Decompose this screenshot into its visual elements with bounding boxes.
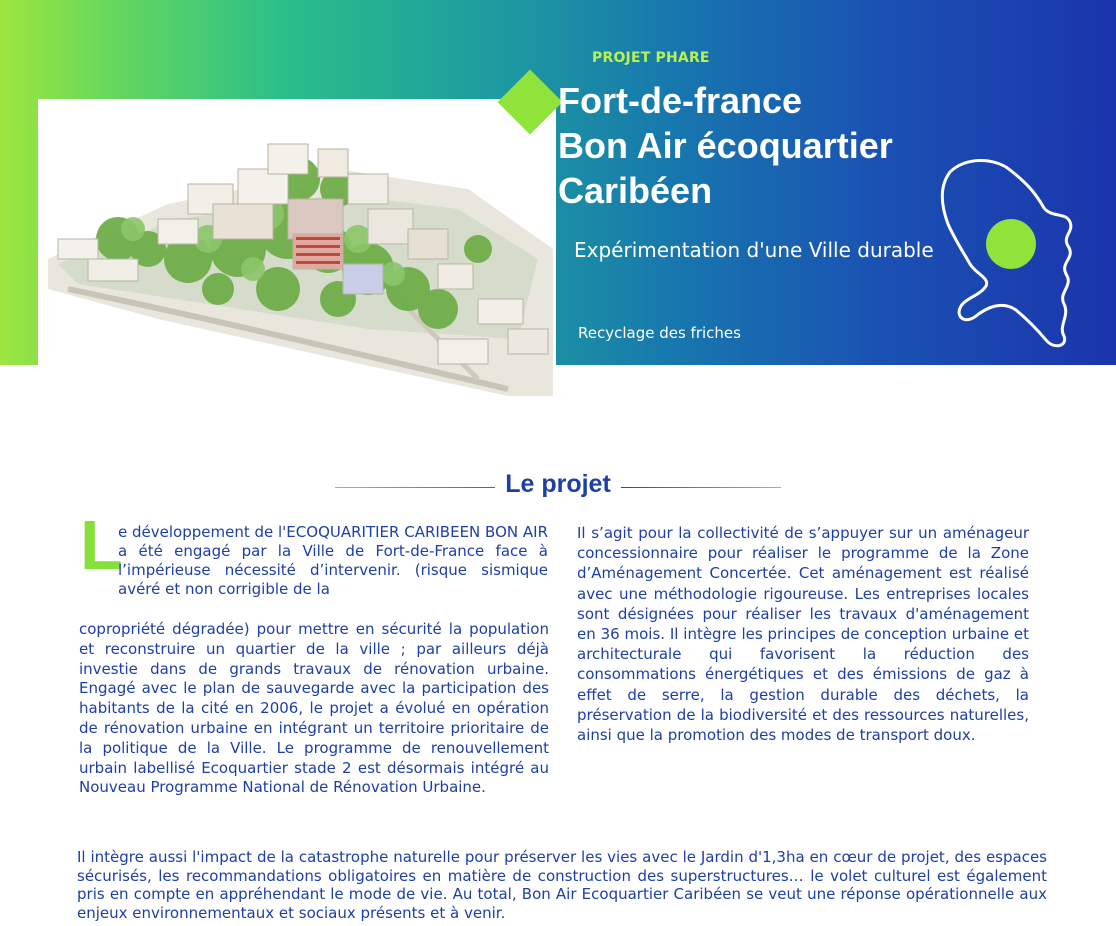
left-column-paragraph: copropriété dégradée) pour mettre en sécurité la population et reconstruire un quartier de la ville ; par ailleurs déjà investie dans de grands travaux de rénovation urbaine. Engagé avec le plan de sauvegarde avec la participation des habitants de la cité en 2006, le projet a évolué en opération de rénovation urbaine en intégrant un territoire prioritaire de la politique de la Ville. Le programme de renouvellement urbain labellisé Ecoquartier stade 2 est désormais intégré au Nouveau Programme National de Rénovation Urbaine. <box>79 620 549 797</box>
heading-rule-right <box>621 487 781 488</box>
section-heading-block <box>335 470 781 504</box>
page-title <box>558 78 978 213</box>
closing-paragraph: Il intègre aussi l'impact de la catastrophe naturelle pour préserver les vies avec le Jardin d'1,3ha en cœur de projet, des espaces sécurisés, les recommandations obligatoires en matière de construction des superstructures… le volet culturel est également pris en compte en appréhendant le mode de vie. Au total, Bon Air Ecoquartier Caribéen se veut une réponse opérationnelle aux enjeux environnementaux et sociaux présents et à venir. <box>77 848 1047 922</box>
page-subtitle: Expérimentation d'une Ville durable <box>574 238 934 262</box>
drop-cap: L <box>80 506 123 584</box>
title-line: Fort-de-france <box>558 80 803 121</box>
title-line: Caribéen <box>558 170 713 211</box>
title-line: Bon Air écoquartier <box>558 125 893 166</box>
location-dot-icon <box>986 219 1036 269</box>
martinique-map-icon <box>936 150 1086 355</box>
project-rendering-image <box>38 99 556 396</box>
eyebrow-label: PROJET PHARE <box>592 50 710 66</box>
theme-tag: Recyclage des friches <box>578 324 741 342</box>
right-column-paragraph: Il s’agit pour la collectivité de s’appuyer sur un aménageur concessionnaire pour réaliser le programme de la Zone d’Aménagement Concertée. Cet aménagement est réalisé avec une méthodologie rigoureuse. Les entreprises locales sont désignées pour réaliser les travaux d'aménagement en 36 mois. Il intègre les principes de conception urbaine et architecturale qui favorisent la réduction des consommations énergétiques et des émissions de gaz à effet de serre, la gestion durable des déchets, la préservation de la biodiversité et des ressources naturelles, ainsi que la promotion des modes de transport doux. <box>577 524 1029 745</box>
intro-paragraph: e développement de l'ECOQUARITIER CARIBEEN BON AIR a été engagé par la Ville de Fort-de-France face à l’impérieuse nécessité d’intervenir. (risque sismique avéré et non corrigible de la <box>118 523 548 598</box>
section-heading: Le projet <box>505 470 611 498</box>
